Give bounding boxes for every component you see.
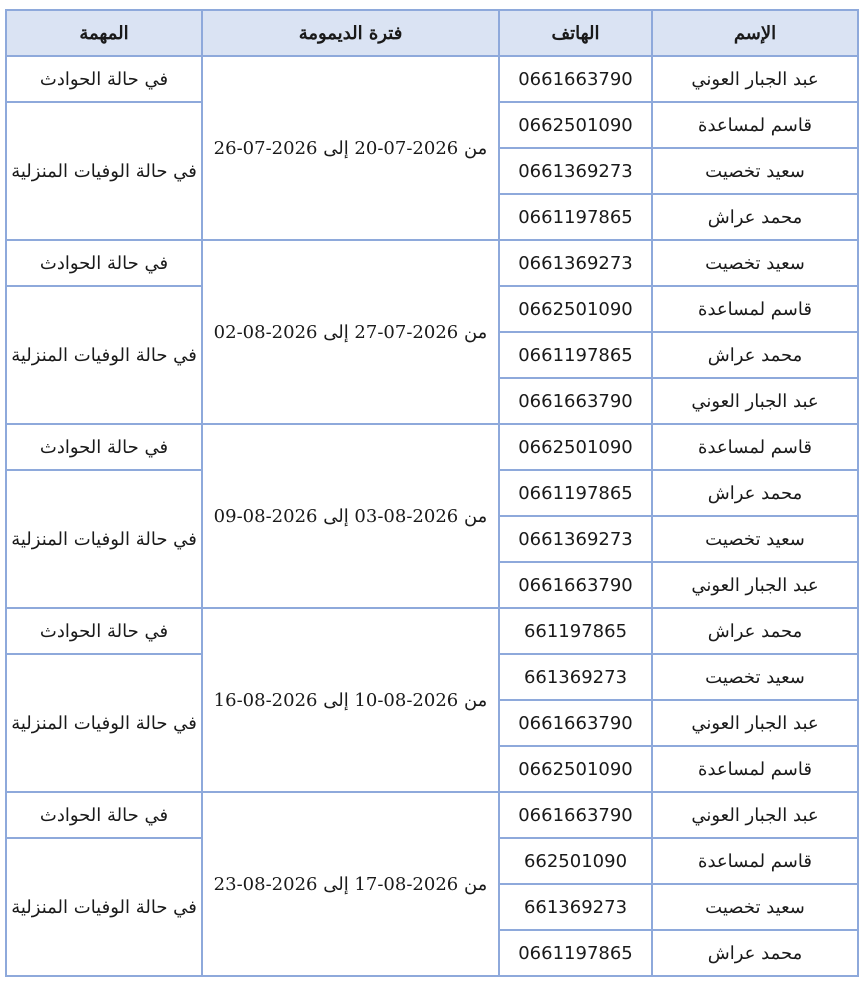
table-row bbox=[6, 56, 858, 102]
phone-cell: 661197865 bbox=[499, 608, 652, 654]
task-home-deaths-cell: في حالة الوفيات المنزلية bbox=[6, 102, 202, 240]
name-cell: سعيد تخصيت bbox=[652, 148, 858, 194]
phone-cell: 0661197865 bbox=[499, 194, 652, 240]
name-cell: سعيد تخصيت bbox=[652, 654, 858, 700]
task-home-deaths-cell: في حالة الوفيات المنزلية bbox=[6, 470, 202, 608]
name-cell: قاسم لمساعدة bbox=[652, 746, 858, 792]
phone-cell: 0661197865 bbox=[499, 332, 652, 378]
name-cell: عبد الجبار العوني bbox=[652, 700, 858, 746]
name-cell: محمد عراش bbox=[652, 194, 858, 240]
phone-cell: 0661663790 bbox=[499, 56, 652, 102]
phone-cell: 0661663790 bbox=[499, 378, 652, 424]
phone-cell: 0662501090 bbox=[499, 102, 652, 148]
table-row bbox=[6, 240, 858, 286]
task-home-deaths-cell: في حالة الوفيات المنزلية bbox=[6, 286, 202, 424]
period-cell bbox=[202, 240, 499, 424]
name-cell: عبد الجبار العوني bbox=[652, 792, 858, 838]
phone-cell: 661369273 bbox=[499, 884, 652, 930]
name-cell: عبد الجبار العوني bbox=[652, 562, 858, 608]
task-accidents-cell: في حالة الحوادث bbox=[6, 56, 202, 102]
name-cell: عبد الجبار العوني bbox=[652, 378, 858, 424]
header-period: فترة الديمومة bbox=[202, 10, 499, 56]
phone-cell: 0661663790 bbox=[499, 700, 652, 746]
task-home-deaths-cell: في حالة الوفيات المنزلية bbox=[6, 654, 202, 792]
header-name: الإسم bbox=[652, 10, 858, 56]
name-cell: قاسم لمساعدة bbox=[652, 838, 858, 884]
period-cell bbox=[202, 424, 499, 608]
table-row bbox=[6, 792, 858, 838]
phone-cell: 0661197865 bbox=[499, 470, 652, 516]
task-accidents-cell: في حالة الحوادث bbox=[6, 240, 202, 286]
name-cell: محمد عراش bbox=[652, 930, 858, 976]
period-cell bbox=[202, 792, 499, 976]
period-text: من 2026-07-27 إلى 2026-08-02 bbox=[213, 321, 488, 343]
period-text: من 2026-08-03 إلى 2026-08-09 bbox=[213, 505, 488, 527]
duty-roster-table bbox=[5, 9, 859, 977]
name-cell: محمد عراش bbox=[652, 332, 858, 378]
phone-cell: 0661369273 bbox=[499, 148, 652, 194]
task-accidents-cell: في حالة الحوادث bbox=[6, 608, 202, 654]
table-row bbox=[6, 608, 858, 654]
phone-cell: 0662501090 bbox=[499, 424, 652, 470]
phone-cell: 661369273 bbox=[499, 654, 652, 700]
phone-cell: 0661663790 bbox=[499, 792, 652, 838]
table-row bbox=[6, 424, 858, 470]
phone-cell: 0661369273 bbox=[499, 240, 652, 286]
phone-cell: 662501090 bbox=[499, 838, 652, 884]
period-cell bbox=[202, 608, 499, 792]
name-cell: عبد الجبار العوني bbox=[652, 56, 858, 102]
name-cell: محمد عراش bbox=[652, 470, 858, 516]
task-accidents-cell: في حالة الحوادث bbox=[6, 424, 202, 470]
phone-cell: 0662501090 bbox=[499, 746, 652, 792]
period-cell bbox=[202, 56, 499, 240]
name-cell: قاسم لمساعدة bbox=[652, 286, 858, 332]
phone-cell: 0661369273 bbox=[499, 516, 652, 562]
name-cell: قاسم لمساعدة bbox=[652, 424, 858, 470]
name-cell: سعيد تخصيت bbox=[652, 240, 858, 286]
name-cell: سعيد تخصيت bbox=[652, 516, 858, 562]
phone-cell: 0662501090 bbox=[499, 286, 652, 332]
task-home-deaths-cell: في حالة الوفيات المنزلية bbox=[6, 838, 202, 976]
header-row bbox=[6, 10, 858, 56]
name-cell: سعيد تخصيت bbox=[652, 884, 858, 930]
header-task: المهمة bbox=[6, 10, 202, 56]
period-text: من 2026-08-10 إلى 2026-08-16 bbox=[213, 689, 488, 711]
name-cell: محمد عراش bbox=[652, 608, 858, 654]
period-text: من 2026-08-17 إلى 2026-08-23 bbox=[213, 873, 488, 895]
name-cell: قاسم لمساعدة bbox=[652, 102, 858, 148]
phone-cell: 0661197865 bbox=[499, 930, 652, 976]
header-phone: الهاتف bbox=[499, 10, 652, 56]
period-text: من 2026-07-20 إلى 2026-07-26 bbox=[213, 137, 488, 159]
phone-cell: 0661663790 bbox=[499, 562, 652, 608]
task-accidents-cell: في حالة الحوادث bbox=[6, 792, 202, 838]
